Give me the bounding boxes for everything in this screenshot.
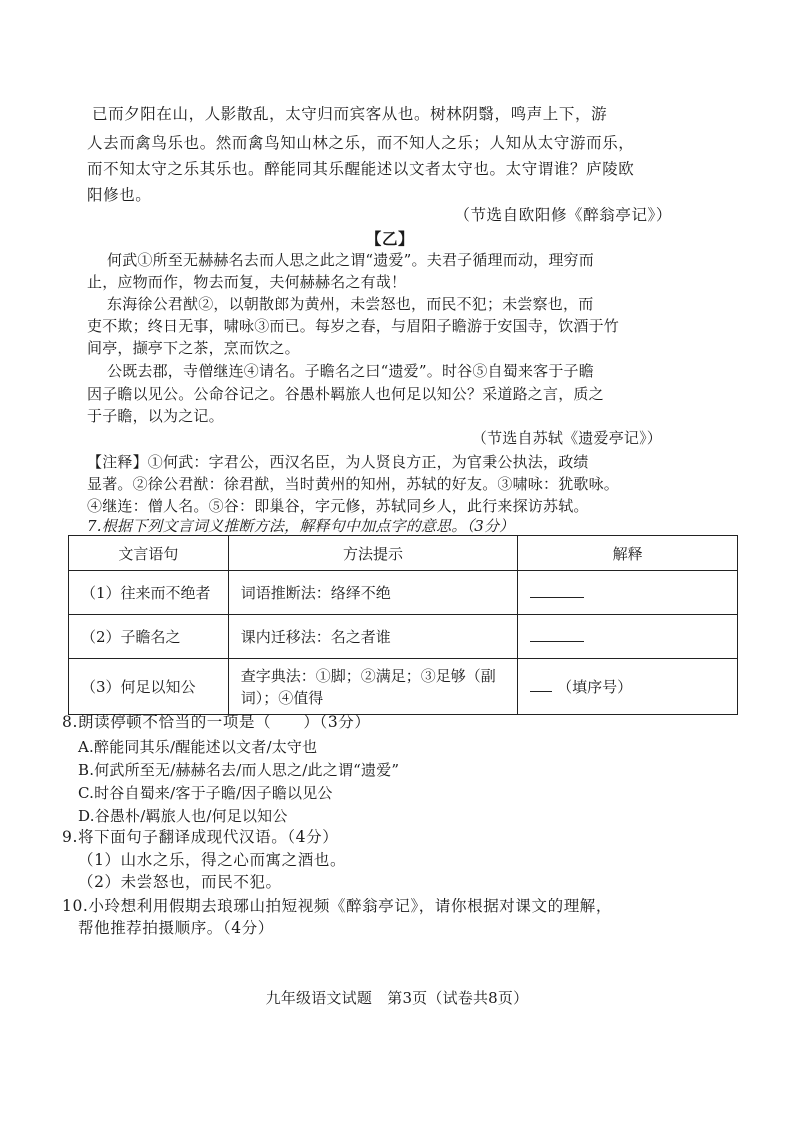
q7-header-row	[69, 536, 738, 571]
table-row	[69, 615, 738, 659]
q7-row3-answer-blank[interactable]	[530, 677, 552, 692]
q7-prompt: 7.根据下列文言词义推断方法，解释句中加点字的意思。（3分）	[87, 517, 515, 535]
passage-a-line-4: 阳修也。	[87, 186, 152, 204]
q7-row3-answer-cell[interactable]	[518, 659, 738, 715]
q9-item-1: （1）山水之乐，得之心而寓之酒也。	[78, 851, 347, 869]
table-row	[69, 659, 738, 715]
q8-prompt: 8.朗读停顿不恰当的一项是（ ）（3分）	[62, 713, 371, 731]
q7-row1-hint: 词语推断法：络绎不绝	[228, 571, 518, 615]
q7-row3-hint-line-1: 查字典法：①脚；②满足；③足够（副	[240, 666, 496, 685]
q7-row2-sentence: （2）子瞻名之	[69, 615, 229, 659]
notes-line-3: ④继连：僧人名。⑤谷：即巢谷，字元修，苏轼同乡人，此行来探访苏轼。	[87, 497, 589, 515]
q7-table	[68, 535, 738, 715]
q7-row1-answer-blank[interactable]	[530, 583, 584, 598]
passage-b-line-4: 吏不欺；终日无事，啸咏③而已。每岁之春，与眉阳子瞻游于安国寺，饮酒于竹	[87, 317, 620, 335]
passage-b-line-1: 何武①所至无赫赫名去而人思之此之谓“遗爱”。夫君子循理而动，理穷而	[107, 251, 594, 269]
passage-a-line-2: 人去而禽鸟乐也。然而禽鸟知山林之乐，而不知人之乐；人知从太守游而乐，	[87, 134, 635, 152]
passage-b-line-5: 间亭，撷亭下之茶，烹而饮之。	[87, 339, 300, 357]
q7-row3-hint	[228, 659, 518, 715]
passage-a-line-1: 已而夕阳在山，人影散乱，太守归而宾客从也。树林阴翳，鸣声上下，游	[92, 105, 608, 123]
table-row	[69, 571, 738, 615]
passage-b-heading: 【乙】	[365, 229, 415, 248]
q8-option-d[interactable]: D.谷愚朴/羁旅人也/何足以知公	[78, 807, 288, 825]
passage-b-source: （节选自苏轼《遗爱亭记》）	[471, 429, 662, 447]
passage-b-line-7: 因子瞻以见公。公命谷记之。谷愚朴羁旅人也何足以知公？采道路之言，质之	[87, 385, 604, 403]
q8-option-c[interactable]: C.时谷自蜀来/客于子瞻/因子瞻以见公	[78, 784, 333, 802]
q10-line-1: 10.小玲想利用假期去琅琊山拍短视频《醉翁亭记》，请你根据对课文的理解，	[62, 897, 613, 915]
passage-a-line-3: 而不知太守之乐其乐也。醉能同其乐醒能述以文者太守也。太守谓谁？庐陵欧	[87, 160, 635, 178]
q7-row2-hint: 课内迁移法：名之者谁	[228, 615, 518, 659]
q7-row1-sentence: （1）往来而不绝者	[69, 571, 229, 615]
q7-header-sentence: 文言语句	[69, 536, 229, 571]
q7-header-answer: 解释	[518, 536, 738, 571]
q7-row3-sentence: （3）何足以知公	[69, 659, 229, 715]
passage-b-line-6: 公既去郡，寺僧继连④请名。子瞻名之曰“遗爱”。时谷⑤自蜀来客于子瞻	[107, 362, 594, 380]
q7-row2-answer-cell[interactable]	[518, 615, 738, 659]
notes-line-1: 【注释】①何武：字君公，西汉名臣，为人贤良方正，为官秉公执法，政绩	[87, 453, 589, 471]
passage-b-line-3: 东海徐公君猷②，以朝散郎为黄州，未尝怒也，而民不犯；未尝察也，而	[107, 295, 594, 313]
q7-row1-answer-cell[interactable]	[518, 571, 738, 615]
q7-header-hint: 方法提示	[228, 536, 518, 571]
passage-a-source: （节选自欧阳修《醉翁亭记》）	[454, 206, 672, 224]
passage-b-line-8: 于子瞻，以为之记。	[87, 407, 224, 425]
notes-line-2: 显著。②徐公君猷：徐君猷，当时黄州的知州，苏轼的好友。③啸咏：犹歌咏。	[87, 475, 620, 493]
q8-option-b[interactable]: B.何武所至无/赫赫名去/而人思之/此之谓“遗爱”	[78, 761, 400, 779]
q7-row2-answer-blank[interactable]	[530, 627, 584, 642]
q9-item-2: （2）未尝怒也，而民不犯。	[78, 873, 282, 891]
q7-row3-answer-hint: （填序号）	[557, 678, 633, 696]
q10-line-2: 帮他推荐拍摄顺序。（4分）	[78, 919, 274, 937]
q8-option-a[interactable]: A.醉能同其乐/醒能述以文者/太守也	[78, 738, 318, 756]
q7-row3-hint-line-2: 词）；④值得	[240, 688, 324, 707]
page-footer: 九年级语文试题 第3页（试卷共8页）	[265, 989, 529, 1007]
passage-b-line-2: 止，应物而作，物去而复，夫何赫赫名之有哉！	[87, 273, 407, 291]
q9-prompt: 9.将下面句子翻译成现代汉语。（4分）	[62, 828, 339, 846]
